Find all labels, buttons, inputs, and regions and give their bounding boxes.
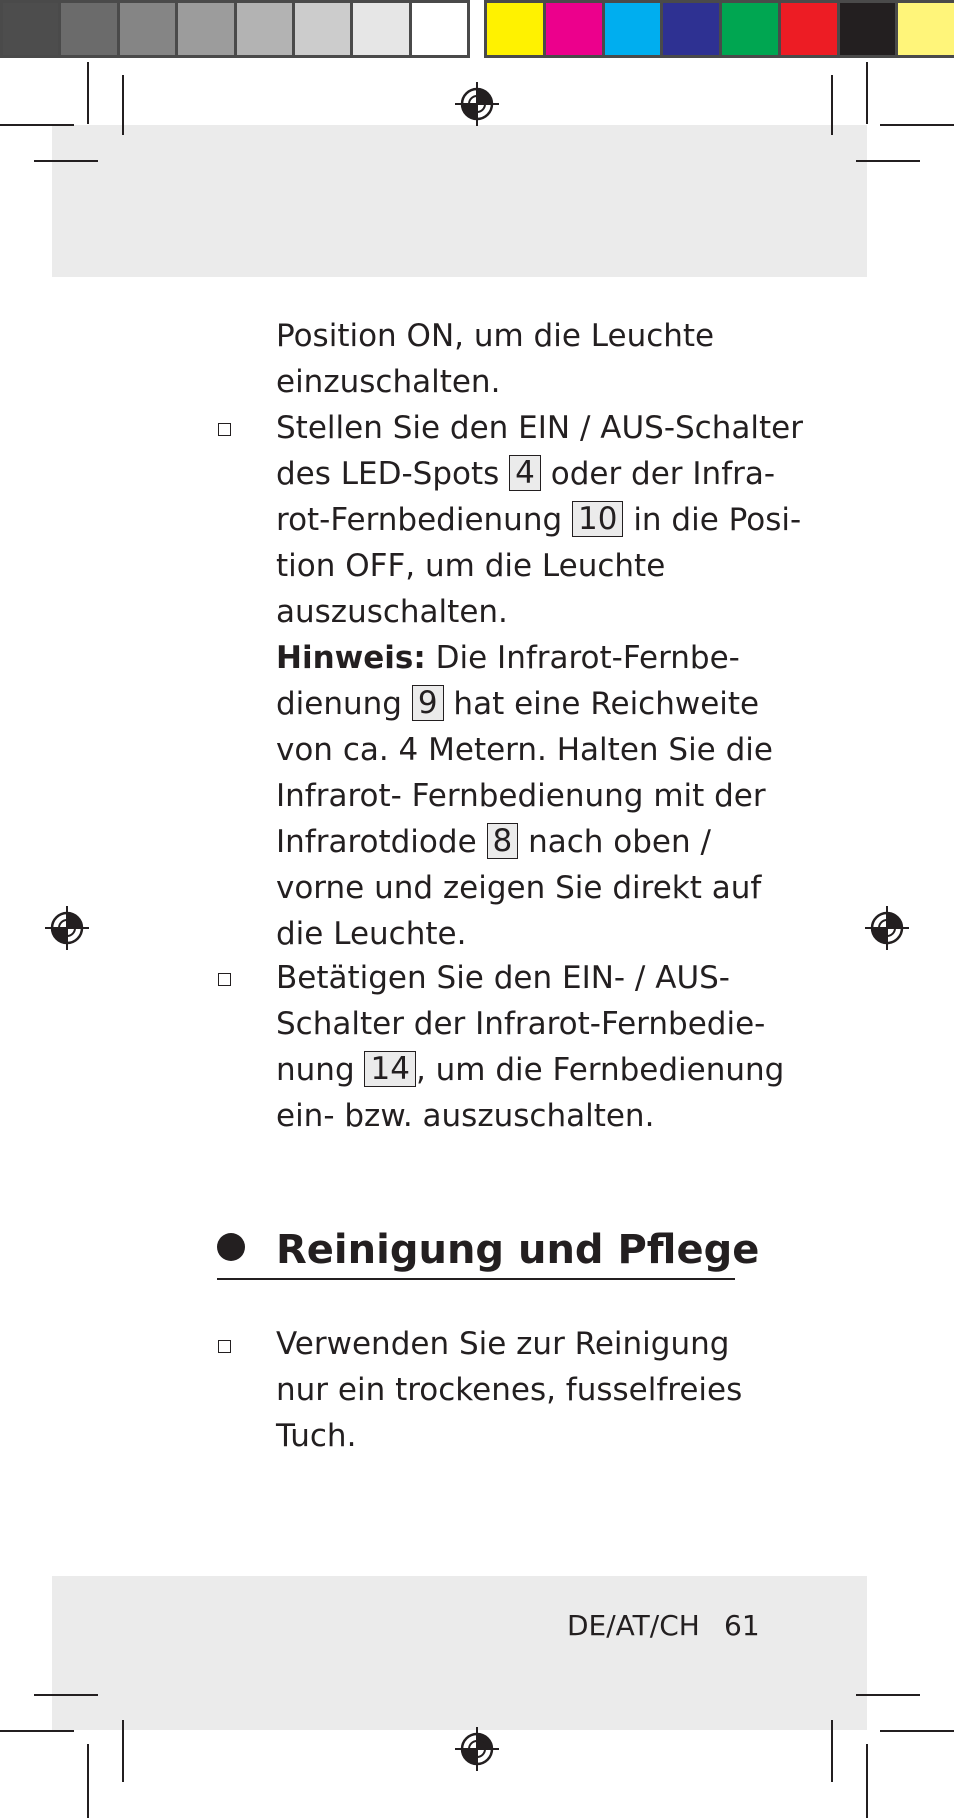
color-swatch [781,3,840,55]
part-reference-4: 4 [509,455,541,491]
crop-mark [87,1744,89,1818]
color-swatch [663,3,722,55]
part-reference-9: 9 [412,685,444,721]
line-text: die Leuchte. [276,916,467,952]
body-line [276,681,759,727]
bullet-box-icon [218,973,231,986]
crop-mark [856,160,920,162]
body-line [276,911,466,957]
gray-swatch [178,3,236,55]
line-text: rot-Fernbedienung [276,502,573,538]
registration-mark-icon [455,1727,499,1771]
crop-mark [0,1730,74,1732]
line-text: , um die Fernbedienung [415,1052,785,1088]
line-text: Infrarotdiode [276,824,487,860]
section-heading: Reinigung und Pflege [276,1227,760,1273]
line-text: nur ein trockenes, fusselfreies [276,1372,743,1408]
line-text: Verwenden Sie zur Reinigung [276,1326,730,1362]
crop-mark [34,160,98,162]
body-line [276,543,665,589]
body-line [276,1001,765,1047]
gray-swatch [412,3,467,55]
line-text: Position ON, um die Leuchte [276,318,715,354]
body-line [276,1047,784,1093]
line-text: Die Infrarot-Fernbe- [425,640,740,676]
note-label: Hinweis: [276,640,426,676]
color-calibration-bar-color [484,0,954,58]
section-line [276,1413,356,1459]
gray-swatch [3,3,61,55]
gray-swatch [61,3,119,55]
crop-mark [831,1720,833,1782]
gray-swatch [120,3,178,55]
line-text: des LED-Spots [276,456,510,492]
gray-swatch [353,3,411,55]
line-text: tion OFF, um die Leuchte [276,548,666,584]
crop-mark [122,75,124,135]
body-line [276,819,711,865]
color-swatch [898,3,954,55]
bullet-box-icon [218,1340,231,1353]
line-text: dienung [276,686,412,722]
heading-underline [217,1278,735,1280]
line-text: nung [276,1052,365,1088]
line-text: oder der Infra- [540,456,776,492]
part-reference-14: 14 [364,1051,415,1087]
crop-mark [856,1694,920,1696]
line-text: Betätigen Sie den EIN- / AUS- [276,960,730,996]
section-line [276,1321,729,1367]
body-line [276,589,508,635]
color-swatch [546,3,605,55]
registration-mark-icon [455,82,499,126]
body-line [276,359,500,405]
footer-band [52,1576,867,1730]
crop-mark [880,124,954,126]
line-text: auszuschalten. [276,594,508,630]
line-text: Infrarot- Fernbedienung mit der [276,778,766,814]
color-swatch [840,3,899,55]
crop-mark [880,1730,954,1732]
crop-mark [34,1694,98,1696]
page-number: 61 [724,1609,760,1642]
line-text: ein- bzw. auszuschalten. [276,1098,655,1134]
crop-mark [831,75,833,135]
header-band [52,125,867,277]
color-swatch [722,3,781,55]
line-text: hat eine Reichweite [443,686,760,722]
line-text: Stellen Sie den EIN / AUS-Schalter [276,410,803,446]
line-text: einzuschalten. [276,364,501,400]
line-text: nach oben / [518,824,711,860]
crop-mark [87,62,89,124]
body-line [276,405,803,451]
body-line [276,497,801,543]
color-swatch [487,3,546,55]
section-line [276,1367,742,1413]
line-text: in die Posi- [623,502,802,538]
part-reference-8: 8 [487,823,519,859]
line-text: Schalter der Infrarot-Fernbedie- [276,1006,766,1042]
heading-bullet-icon [217,1233,245,1261]
body-line [276,773,766,819]
body-line [276,451,775,497]
color-swatch [605,3,664,55]
bullet-box-icon [218,423,231,436]
registration-mark-icon [45,906,89,950]
body-line [276,727,773,773]
gray-swatch [295,3,353,55]
part-reference-10: 10 [572,501,623,537]
footer-region: DE/AT/CH [567,1609,700,1642]
crop-mark [0,124,74,126]
body-line [276,1093,654,1139]
line-text: von ca. 4 Metern. Halten Sie die [276,732,773,768]
body-line [276,313,714,359]
line-text: vorne und zeigen Sie direkt auf [276,870,762,906]
crop-mark [866,1744,868,1818]
gray-swatch [237,3,295,55]
color-calibration-bar-grayscale [0,0,470,58]
line-text: Tuch. [276,1418,357,1454]
body-line [276,955,730,1001]
crop-mark [866,62,868,124]
registration-mark-icon [865,906,909,950]
crop-mark [122,1720,124,1782]
body-line [276,865,761,911]
body-line [276,635,740,681]
